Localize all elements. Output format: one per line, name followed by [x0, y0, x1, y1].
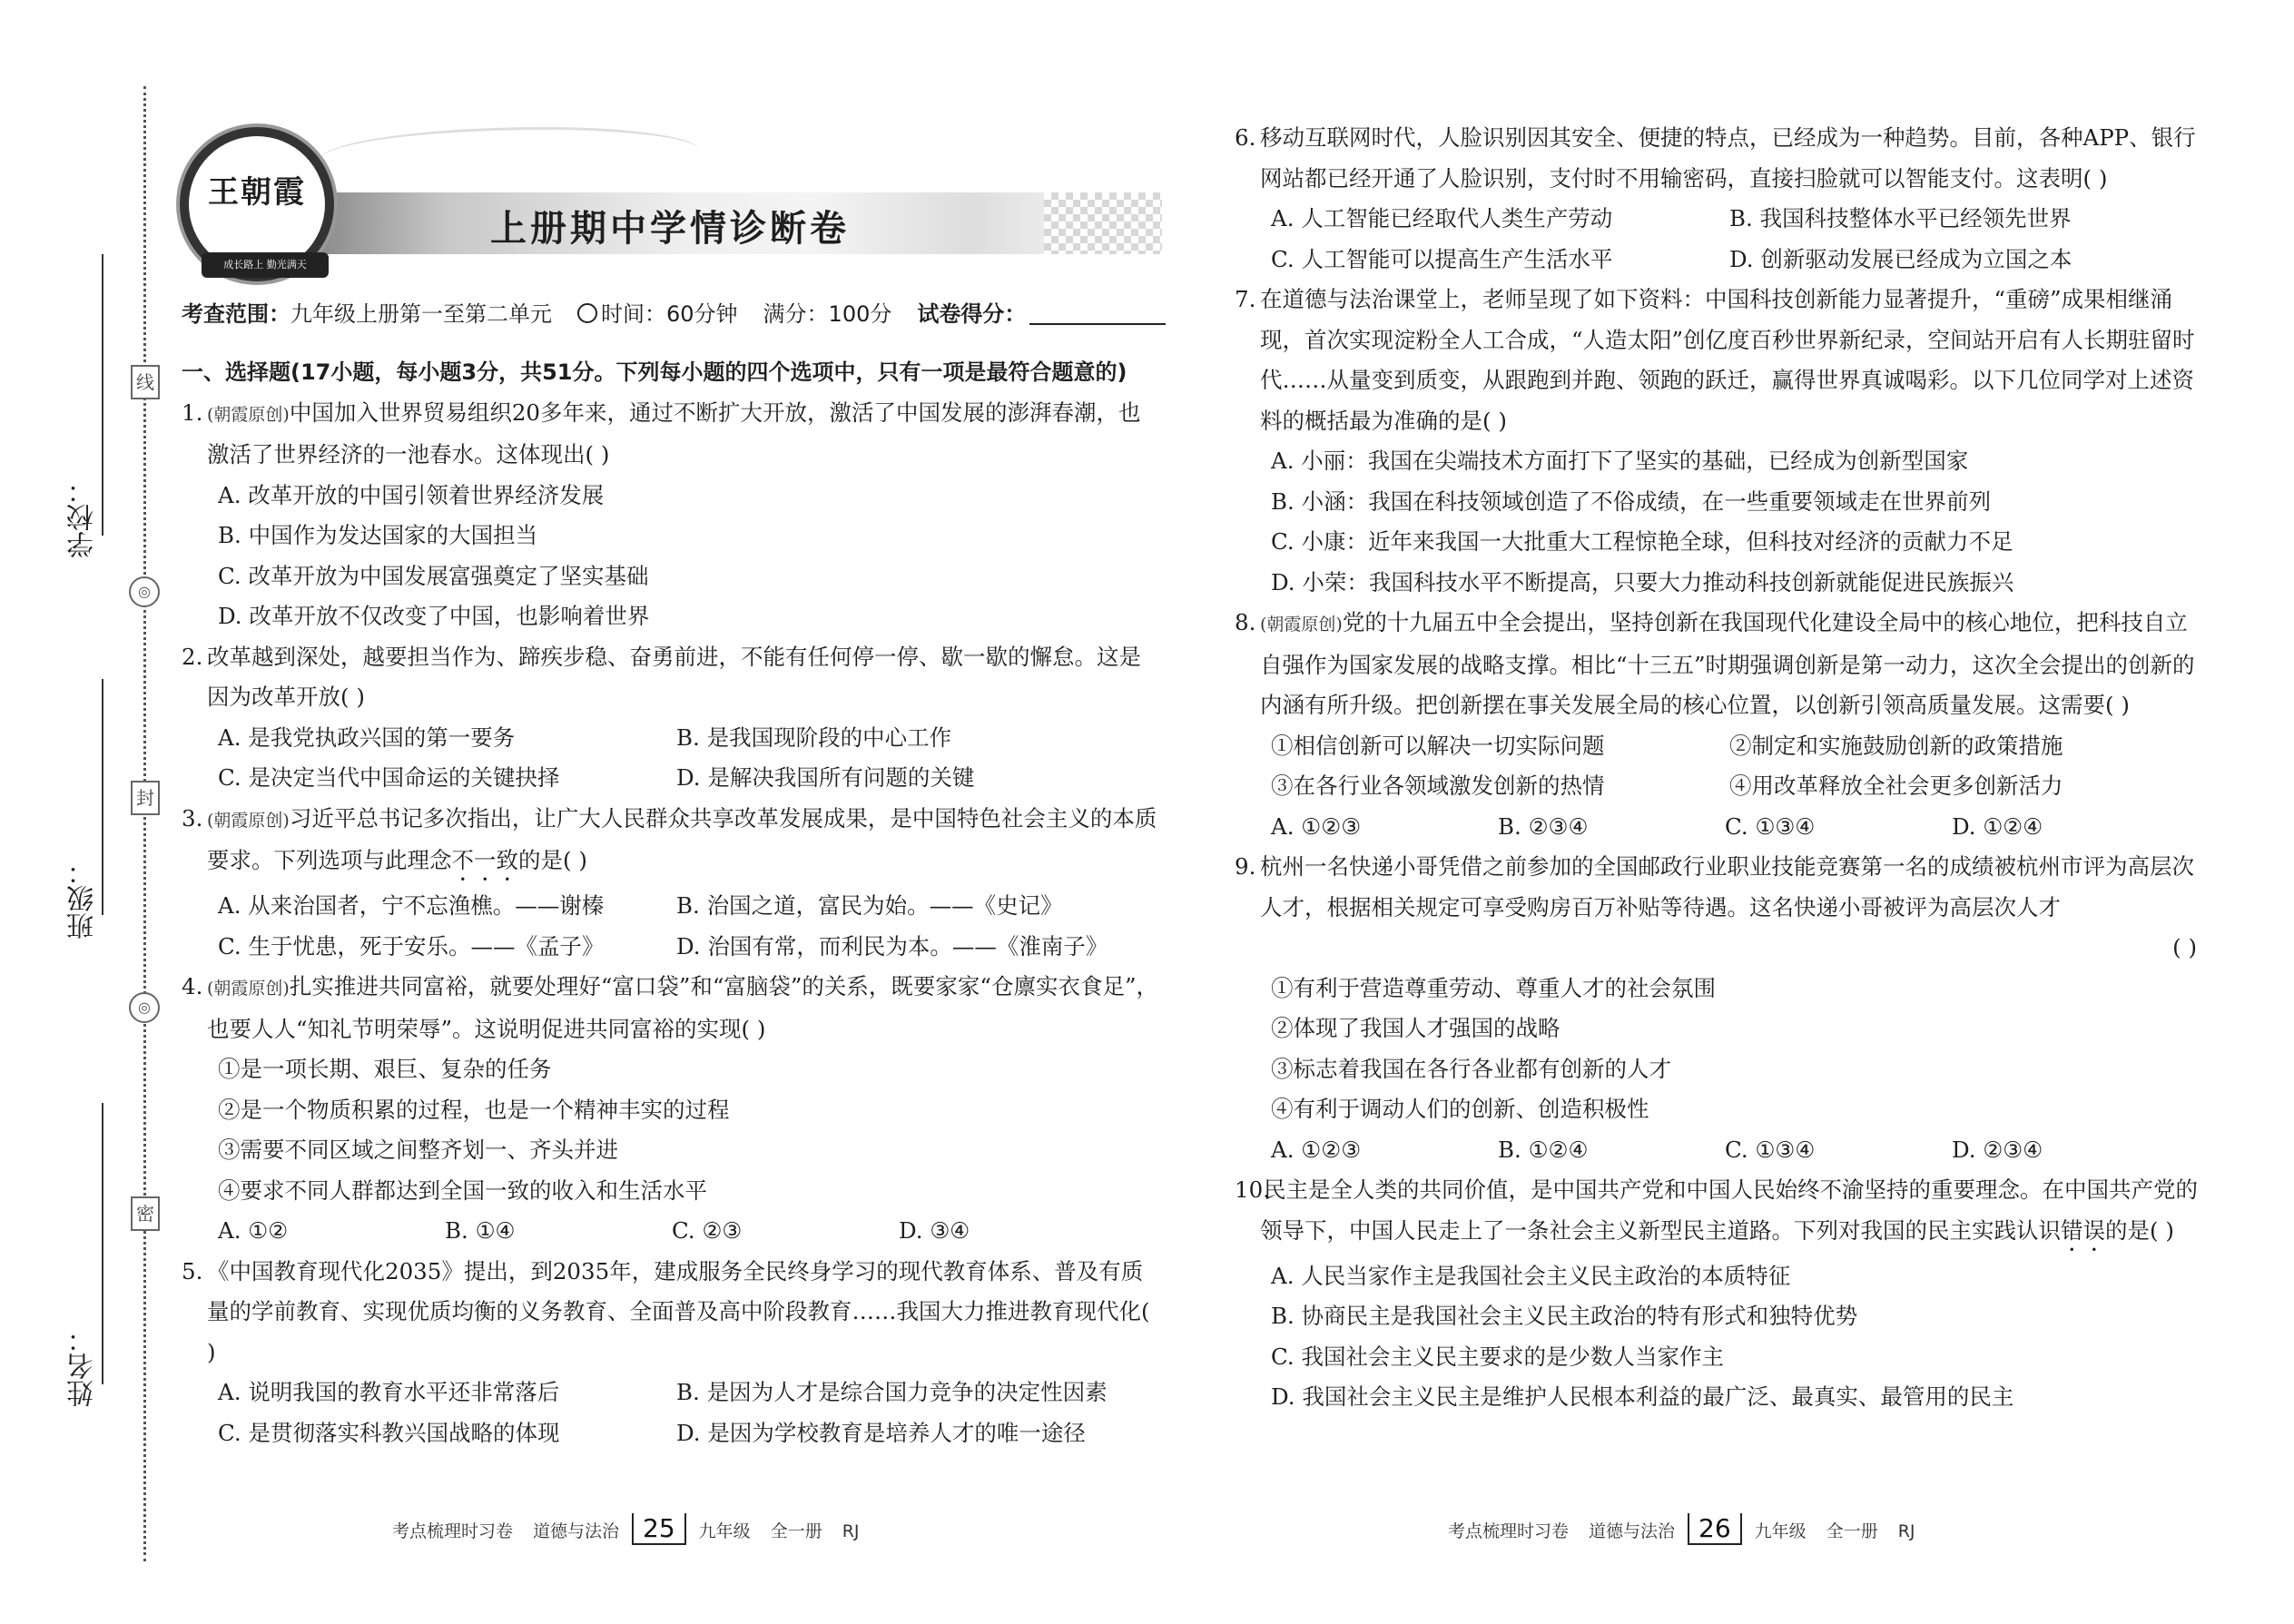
question-6: 6. 移动互联网时代，人脸识别因其安全、便捷的特点，已经成为一种趋势。目前，各种APP、银行网站都已经开通了人脸识别，支付时不用输密码，直接扫脸就可以智能支付。这表明( ) — [1235, 124, 2196, 192]
question-3: 3. (朝霞原创)习近平总书记多次指出，让广大人民群众共享改革发展成果，是中国特色社会主义的本质要求。下列选项与此理念不一致的是( ) — [182, 804, 1157, 873]
title-checker-pattern — [1044, 192, 1162, 254]
option[interactable]: C. 是贯彻落实科教兴国战略的体现 — [218, 1419, 560, 1446]
source-tag: (朝霞原创) — [1260, 615, 1343, 635]
question-stem: 扎实推进共同富裕，就要处理好“富口袋”和“富脑袋”的关系，既要家家“仓廪实衣食足”，也要人人“知礼节明荣辱”。这说明促进共同富裕的实现( ) — [207, 973, 1158, 1042]
option-row — [182, 886, 1162, 927]
option[interactable]: C. 是决定当代中国命运的关键抉择 — [218, 764, 560, 791]
statement-item: ③在各行业各领域激发创新的热情 — [1271, 773, 1605, 799]
statement-item: ④有利于调动人们的创新、创造积极性 — [1271, 1096, 1649, 1122]
score-label: 试卷得分： — [917, 301, 1027, 327]
option[interactable]: D. 创新驱动发展已经成为立国之本 — [1729, 245, 2072, 272]
section-heading: 一、选择题(17小题，每小题3分，共51分。下列每小题的四个选项中，只有一项是最符合题意的) — [182, 359, 1127, 385]
cut-line — [143, 86, 146, 1561]
right-column — [1235, 118, 2206, 1418]
seal-knot-icon: ◎ — [129, 576, 160, 607]
full-score-text: 满分：100分 — [763, 301, 892, 327]
option[interactable]: D. ②③④ — [1952, 1136, 2043, 1163]
option[interactable]: A. ①②③ — [1271, 812, 1362, 840]
statement-item: ③需要不同区域之间整齐划一、齐头并进 — [218, 1137, 618, 1163]
answer-paren[interactable]: ( ) — [2172, 934, 2197, 960]
option[interactable]: A. 是我党执政兴国的第一要务 — [218, 723, 516, 751]
option[interactable]: D. 我国社会主义民主是维护人民根本利益的最广泛、最真实、最管用的民主 — [1271, 1383, 2014, 1410]
statement-item: ①相信创新可以解决一切实际问题 — [1271, 732, 1605, 759]
statement-item: ③标志着我国在各行各业都有创新的人才 — [1271, 1055, 1671, 1082]
page-number: 25 — [632, 1513, 686, 1545]
clock-icon — [577, 303, 597, 323]
school-label: 学校： — [67, 477, 99, 558]
statement-row — [1235, 766, 2206, 807]
option[interactable]: A. 说明我国的教育水平还非常落后 — [218, 1379, 560, 1405]
emphasis-text: 不一致 — [451, 847, 518, 873]
name-label: 姓名： — [67, 1325, 99, 1407]
option[interactable]: C. 小康：近年来我国一大批重大工程惊艳全球，但科技对经济的贡献力不足 — [1271, 528, 2013, 555]
option[interactable]: C. ②③ — [672, 1217, 743, 1244]
option-row — [1235, 807, 2206, 848]
scope-label: 考查范围： — [182, 301, 290, 327]
option[interactable]: B. 中国作为发达国家的大国担当 — [218, 522, 538, 548]
option[interactable]: A. 改革开放的中国引领着世界经济发展 — [218, 481, 605, 508]
question-stem: 党的十九届五中全会提出，坚持创新在我国现代化建设全局中的核心地位，把科技自立自强作为国家发展的战略支撑。相比“十三五”时期强调创新是第一动力，这次全会提出的创新的内涵有所升级。把创新摆在事关发展全局的核心位置，以创新引领高质量发展。这需要( ) — [1260, 609, 2195, 718]
option[interactable]: C. ①③④ — [1725, 812, 1816, 840]
page-title: 上册期中学情诊断卷 — [490, 208, 850, 250]
question-stem: 中国加入世界贸易组织20多年来，通过不断扩大开放，激活了中国发展的澎湃春潮，也激活了世界经济的一池春水。这体现出( ) — [207, 399, 1141, 468]
option-row — [1235, 1130, 2206, 1171]
option[interactable]: B. ②③④ — [1498, 812, 1589, 840]
question-1: 1. (朝霞原创)中国加入世界贸易组织20多年来，通过不断扩大开放，激活了中国发展的澎湃春潮，也激活了世界经济的一池春水。这体现出( ) — [182, 399, 1141, 468]
question-4: 4. (朝霞原创)扎实推进共同富裕，就要处理好“富口袋”和“富脑袋”的关系，既要家家“仓廪实衣食足”，也要人人“知礼节明荣辱”。这说明促进共同富裕的实现( ) — [182, 973, 1158, 1042]
option[interactable]: C. 人工智能可以提高生产生活水平 — [1271, 245, 1613, 272]
option[interactable]: B. 协商民主是我国社会主义民主政治的特有形式和独特优势 — [1271, 1303, 1858, 1329]
statement-row — [1235, 726, 2206, 767]
binding-strip — [0, 0, 172, 1624]
option-row — [1235, 199, 2206, 240]
statement-item: ④用改革释放全社会更多创新活力 — [1729, 773, 2063, 799]
statement-item: ②制定和实施鼓励创新的政策措施 — [1729, 732, 2063, 759]
option[interactable]: D. ①②④ — [1952, 812, 2043, 840]
option[interactable]: D. 是因为学校教育是培养人才的唯一途径 — [676, 1419, 1086, 1446]
question-stem: 《中国教育现代化2035》提出，到2035年，建成服务全民终身学习的现代教育体系、普及有质量的学前教育、实现优质均衡的义务教育、全面普及高中阶段教育……我国大力推进教育现代化( ) — [207, 1257, 1150, 1365]
seal-char-secret: 密 — [131, 1196, 160, 1231]
footer-left: 考点梳理时习卷 道德与法治 25 九年级 全一册 RJ — [392, 1513, 860, 1543]
question-stem: 杭州一名快递小哥凭借之前参加的全国邮政行业职业技能竞赛第一名的成绩被杭州市评为高层次人才，根据相关规定可享受购房百万补贴等待遇。这名快递小哥被评为高层次人才 — [1260, 853, 2194, 920]
option[interactable]: B. ①②④ — [1498, 1136, 1589, 1163]
statement-item: ①有利于营造尊重劳动、尊重人才的社会氛围 — [1271, 974, 1716, 1001]
option[interactable]: A. 人民当家作主是我国社会主义民主政治的本质特征 — [1271, 1262, 1791, 1289]
source-tag: (朝霞原创) — [207, 404, 290, 425]
option[interactable]: B. ①④ — [445, 1217, 516, 1244]
option[interactable]: B. 小涵：我国在科技领域创造了不俗成绩，在一些重要领域走在世界前列 — [1271, 487, 1992, 515]
option-row — [182, 927, 1162, 968]
question-7: 7. 在道德与法治课堂上，老师呈现了如下资料：中国科技创新能力显著提升，“重磅”成果相继涌现，首次实现淀粉全人工合成，“人造太阳”创亿度百秒世界新纪录，空间站开启有人长期驻留时代……从量变到质变，从跟跑到并跑、领跑的跃迁，赢得世界真诚喝彩。以下几位同学对上述资料的概括最为准确的是( ) — [1235, 286, 2195, 434]
option[interactable]: A. 小丽：我国在尖端技术方面打下了坚实的基础，已经成为创新型国家 — [1271, 448, 1969, 474]
option[interactable]: A. ①② — [218, 1217, 289, 1244]
scope-value: 九年级上册第一至第二单元 — [290, 301, 552, 327]
left-column — [182, 352, 1162, 1453]
question-2: 2. 改革越到深处，越要担当作为、蹄疾步稳、奋勇前进，不能有任何停一停、歇一歇的懈怠。这是因为改革开放( ) — [182, 643, 1141, 710]
score-blank[interactable] — [1029, 323, 1166, 325]
option[interactable]: D. 小荣：我国科技水平不断提高，只要大力推动科技创新就能促进民族振兴 — [1271, 568, 2014, 595]
option-row — [182, 1211, 1162, 1252]
option[interactable]: D. 改革开放不仅改变了中国，也影响着世界 — [218, 603, 650, 629]
question-10: 10.民主是全人类的共同价值，是中国共产党和中国人民始终不渝坚持的重要理念。在中国共产党的领导下，中国人民走上了一条社会主义新型民主道路。下列对我国的民主实践认识错误的是( ) — [1235, 1176, 2198, 1244]
seal-char-line: 线 — [131, 365, 160, 399]
option[interactable]: D. 治国有常，而利民为本。——《淮南子》 — [676, 932, 1108, 960]
time-text: 时间：60分钟 — [601, 301, 738, 327]
option-row — [182, 1413, 1162, 1454]
option[interactable]: B. 是我国现阶段的中心工作 — [676, 723, 952, 751]
statement-item: ②是一个物质积累的过程，也是一个精神丰实的过程 — [218, 1096, 730, 1123]
option[interactable]: A. 人工智能已经取代人类生产劳动 — [1271, 205, 1613, 231]
option[interactable]: A. ①②③ — [1271, 1136, 1362, 1163]
source-tag: (朝霞原创) — [207, 810, 290, 831]
logo-brand-text: 王朝霞 — [208, 174, 306, 211]
statement-item: ④要求不同人群都达到全国一致的收入和生活水平 — [218, 1176, 707, 1204]
option[interactable]: C. 生于忧患，死于安乐。——《孟子》 — [218, 932, 605, 960]
question-9: 9. 杭州一名快递小哥凭借之前参加的全国邮政行业职业技能竞赛第一名的成绩被杭州市评为高层次人才，根据相关规定可享受购房百万补贴等待遇。这名快递小哥被评为高层次人才 — [1235, 853, 2194, 920]
question-5: 5. 《中国教育现代化2035》提出，到2035年，建成服务全民终身学习的现代教育体系、普及有质量的学前教育、实现优质均衡的义务教育、全面普及高中阶段教育……我国大力推进教育现代化( ) — [182, 1257, 1150, 1365]
seal-char-seal: 封 — [131, 781, 160, 815]
logo-tagline: 成长路上 勤光满天 — [202, 252, 329, 278]
option[interactable]: A. 从来治国者，宁不忘渔樵。——谢榛 — [218, 892, 605, 919]
option-row — [1235, 240, 2206, 281]
option[interactable]: C. 我国社会主义民主要求的是少数人当家作主 — [1271, 1343, 1724, 1370]
option[interactable]: C. 改革开放为中国发展富强奠定了坚实基础 — [218, 562, 649, 589]
option-row — [182, 758, 1162, 799]
footer-right: 考点梳理时习卷 道德与法治 26 九年级 全一册 RJ — [1448, 1513, 1915, 1543]
page-number: 26 — [1688, 1513, 1742, 1545]
source-tag: (朝霞原创) — [207, 979, 290, 999]
option-row — [182, 1373, 1162, 1413]
option[interactable]: D. ③④ — [899, 1217, 970, 1244]
option-row — [182, 718, 1162, 759]
statement-item: ②体现了我国人才强国的战略 — [1271, 1015, 1561, 1041]
question-stem: 移动互联网时代，人脸识别因其安全、便捷的特点，已经成为一种趋势。目前，各种APP、银行网站都已经开通了人脸识别，支付时不用输密码，直接扫脸就可以智能支付。这表明( ) — [1260, 124, 2196, 192]
question-stem: 在道德与法治课堂上，老师呈现了如下资料：中国科技创新能力显著提升，“重磅”成果相继涌现，首次实现淀粉全人工合成，“人造太阳”创亿度百秒世界新纪录，空间站开启有人长期驻留时代……从量变到质变，从跟跑到并跑、领跑的跃迁，赢得世界真诚喝彩。以下几位同学对上述资料的概括最为准确的是( ) — [1260, 286, 2195, 434]
class-label: 班级： — [67, 858, 99, 940]
question-8: 8. (朝霞原创)党的十九届五中全会提出，坚持创新在我国现代化建设全局中的核心地位，把科技自立自强作为国家发展的战略支撑。相比“十三五”时期强调创新是第一动力，这次全会提出的创新的内涵有所升级。把创新摆在事关发展全局的核心位置，以创新引领高质量发展。这需要( ) — [1235, 609, 2195, 718]
option[interactable]: D. 是解决我国所有问题的关键 — [676, 764, 975, 791]
option[interactable]: B. 是因为人才是综合国力竞争的决定性因素 — [676, 1379, 1108, 1405]
option[interactable]: B. 我国科技整体水平已经领先世界 — [1729, 205, 2072, 231]
statement-item: ①是一项长期、艰巨、复杂的任务 — [218, 1056, 552, 1082]
option[interactable]: B. 治国之道，富民为始。——《史记》 — [676, 892, 1063, 919]
option[interactable]: C. ①③④ — [1725, 1136, 1816, 1163]
exam-meta — [182, 296, 1162, 328]
question-stem: 改革越到深处，越要担当作为、蹄疾步稳、奋勇前进，不能有任何停一停、歇一歇的懈怠。这是因为改革开放( ) — [207, 643, 1141, 710]
emphasis-text: 错误 — [2061, 1216, 2105, 1244]
seal-knot-icon: ◎ — [129, 992, 160, 1023]
ribbon-decoration — [318, 127, 699, 184]
